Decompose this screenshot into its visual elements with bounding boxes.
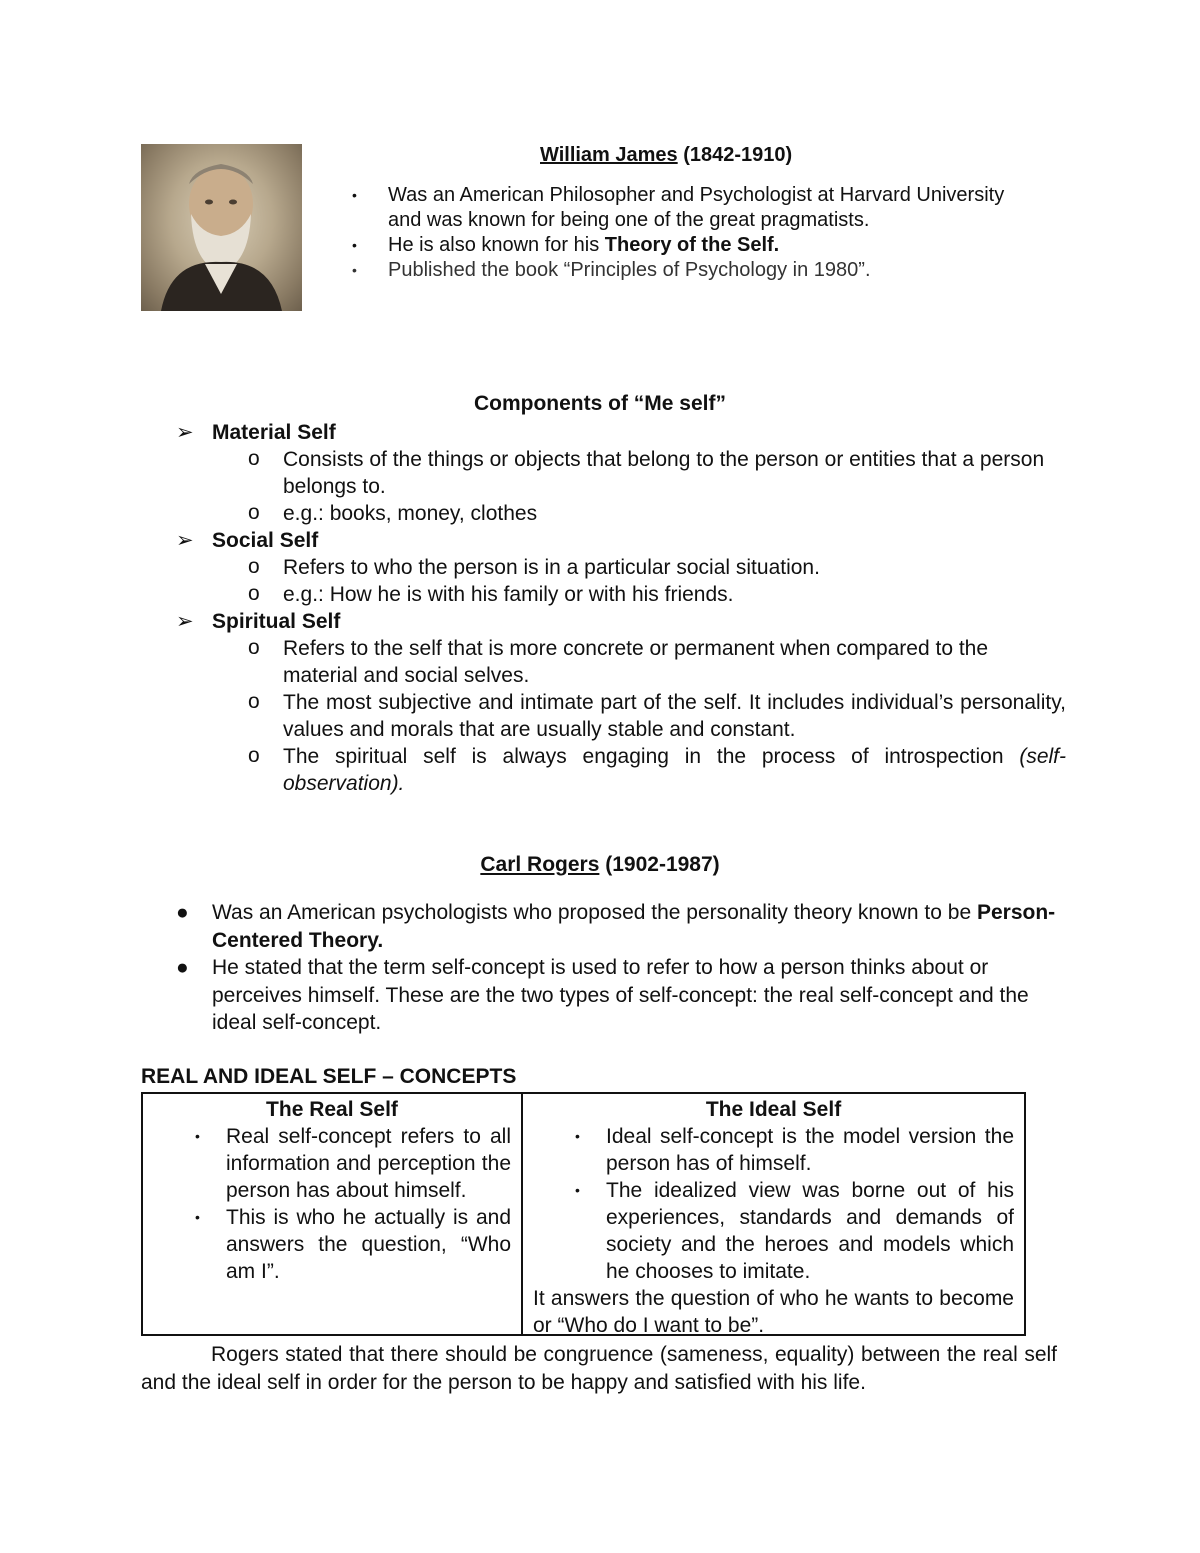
bullet-icon: • <box>352 237 357 253</box>
william-james-portrait <box>141 144 302 311</box>
bullet-icon: • <box>352 187 357 203</box>
circle-bullet-icon: o <box>248 690 260 713</box>
section-material-self: ➢ Material Self <box>176 421 336 444</box>
william-james-heading <box>540 144 792 167</box>
bullet-icon: • <box>575 1128 580 1144</box>
disc-bullet-icon: ● <box>176 956 189 979</box>
william-james-bullets <box>346 183 1006 283</box>
list-item: • Ideal self-concept is the model version the person has of himself. <box>575 1125 1014 1175</box>
list-item: • Real self-concept refers to all information and perception the person has about himself. <box>195 1125 511 1202</box>
bullet-icon: • <box>195 1128 200 1144</box>
list-item: • The idealized view was borne out of his experiences, standards and demands of society and the heroes and models which he chooses to imitate. <box>575 1179 1014 1283</box>
ideal-self-column <box>523 1094 1024 1337</box>
list-item: • He is also known for his Theory of the Self. <box>352 234 780 256</box>
section-spiritual-self: ➢ Spiritual Self <box>176 610 341 633</box>
list-item: o Consists of the things or objects that belong to the person or entities that a person belongs to. <box>248 447 1045 498</box>
carl-rogers-name: Carl Rogers <box>480 853 600 876</box>
list-item: • This is who he actually is and answers the question, “Who am I”. <box>195 1206 511 1283</box>
list-item: o Refers to the self that is more concrete or permanent when compared to the material and social selves. <box>248 636 989 687</box>
circle-bullet-icon: o <box>248 555 260 578</box>
list-item: • Published the book “Principles of Psychology in 1980”. <box>352 259 871 281</box>
real-self-column <box>143 1094 523 1334</box>
carl-rogers-heading <box>0 853 1200 877</box>
ideal-self-footer: It answers the question of who he wants to become or “Who do I want to be”. <box>533 1287 1014 1337</box>
list-item: o The most subjective and intimate part of the self. It includes individual’s personality, values and morals that are usually stable and constant. <box>248 690 1066 741</box>
carl-rogers-years: (1902-1987) <box>605 853 720 876</box>
bullet-icon: • <box>195 1209 200 1225</box>
list-item: ● He stated that the term self-concept is used to refer to how a person thinks about or perceives himself. These are the two types of self-concept: the real self-concept and the ideal self-concept. <box>176 956 1029 1034</box>
components-heading: Components of “Me self” <box>473 392 726 415</box>
theory-of-self: Theory of the Self. <box>604 234 780 256</box>
circle-bullet-icon: o <box>248 447 260 470</box>
circle-bullet-icon: o <box>248 501 260 524</box>
components-list <box>176 419 1066 797</box>
arrow-bullet-icon: ➢ <box>176 610 194 633</box>
list-item: o e.g.: How he is with his family or with his friends. <box>248 582 734 606</box>
william-james-name: William James <box>540 144 678 166</box>
arrow-bullet-icon: ➢ <box>176 529 194 552</box>
bullet-icon: • <box>352 262 357 278</box>
list-item: • Was an American Philosopher and Psychologist at Harvard University and was known for being one of the great pragmatists. <box>352 184 1005 231</box>
closing-paragraph: Rogers stated that there should be congruence (sameness, equality) between the real self and the ideal self in order for the person to be happy and satisfied with his life. <box>141 1343 1057 1394</box>
list-item: o Refers to who the person is in a particular social situation. <box>248 555 820 579</box>
circle-bullet-icon: o <box>248 582 260 605</box>
arrow-bullet-icon: ➢ <box>176 421 194 444</box>
william-james-years: (1842-1910) <box>683 144 793 166</box>
person-centered-theory: Person-Centered Theory <box>212 901 1056 952</box>
section-social-self: ➢ Social Self <box>176 529 319 552</box>
disc-bullet-icon: ● <box>176 901 189 924</box>
list-item: o The spiritual self is always engaging in the process of introspection (self-observation). <box>248 744 1066 795</box>
list-item: ● Was an American psychologists who proposed the personality theory known to be Person-Centered Theory. <box>176 901 1056 952</box>
bullet-icon: • <box>575 1182 580 1198</box>
circle-bullet-icon: o <box>248 744 260 767</box>
ideal-self-title: The Ideal Self <box>705 1098 842 1121</box>
self-observation-note: (self-observation). <box>283 745 1066 795</box>
list-item: o e.g.: books, money, clothes <box>248 501 538 525</box>
real-ideal-heading: REAL AND IDEAL SELF – CONCEPTS <box>141 1065 517 1088</box>
carl-rogers-bullets <box>176 899 1066 1037</box>
real-self-title: The Real Self <box>266 1098 398 1121</box>
real-ideal-table <box>141 1092 1026 1336</box>
circle-bullet-icon: o <box>248 636 260 659</box>
